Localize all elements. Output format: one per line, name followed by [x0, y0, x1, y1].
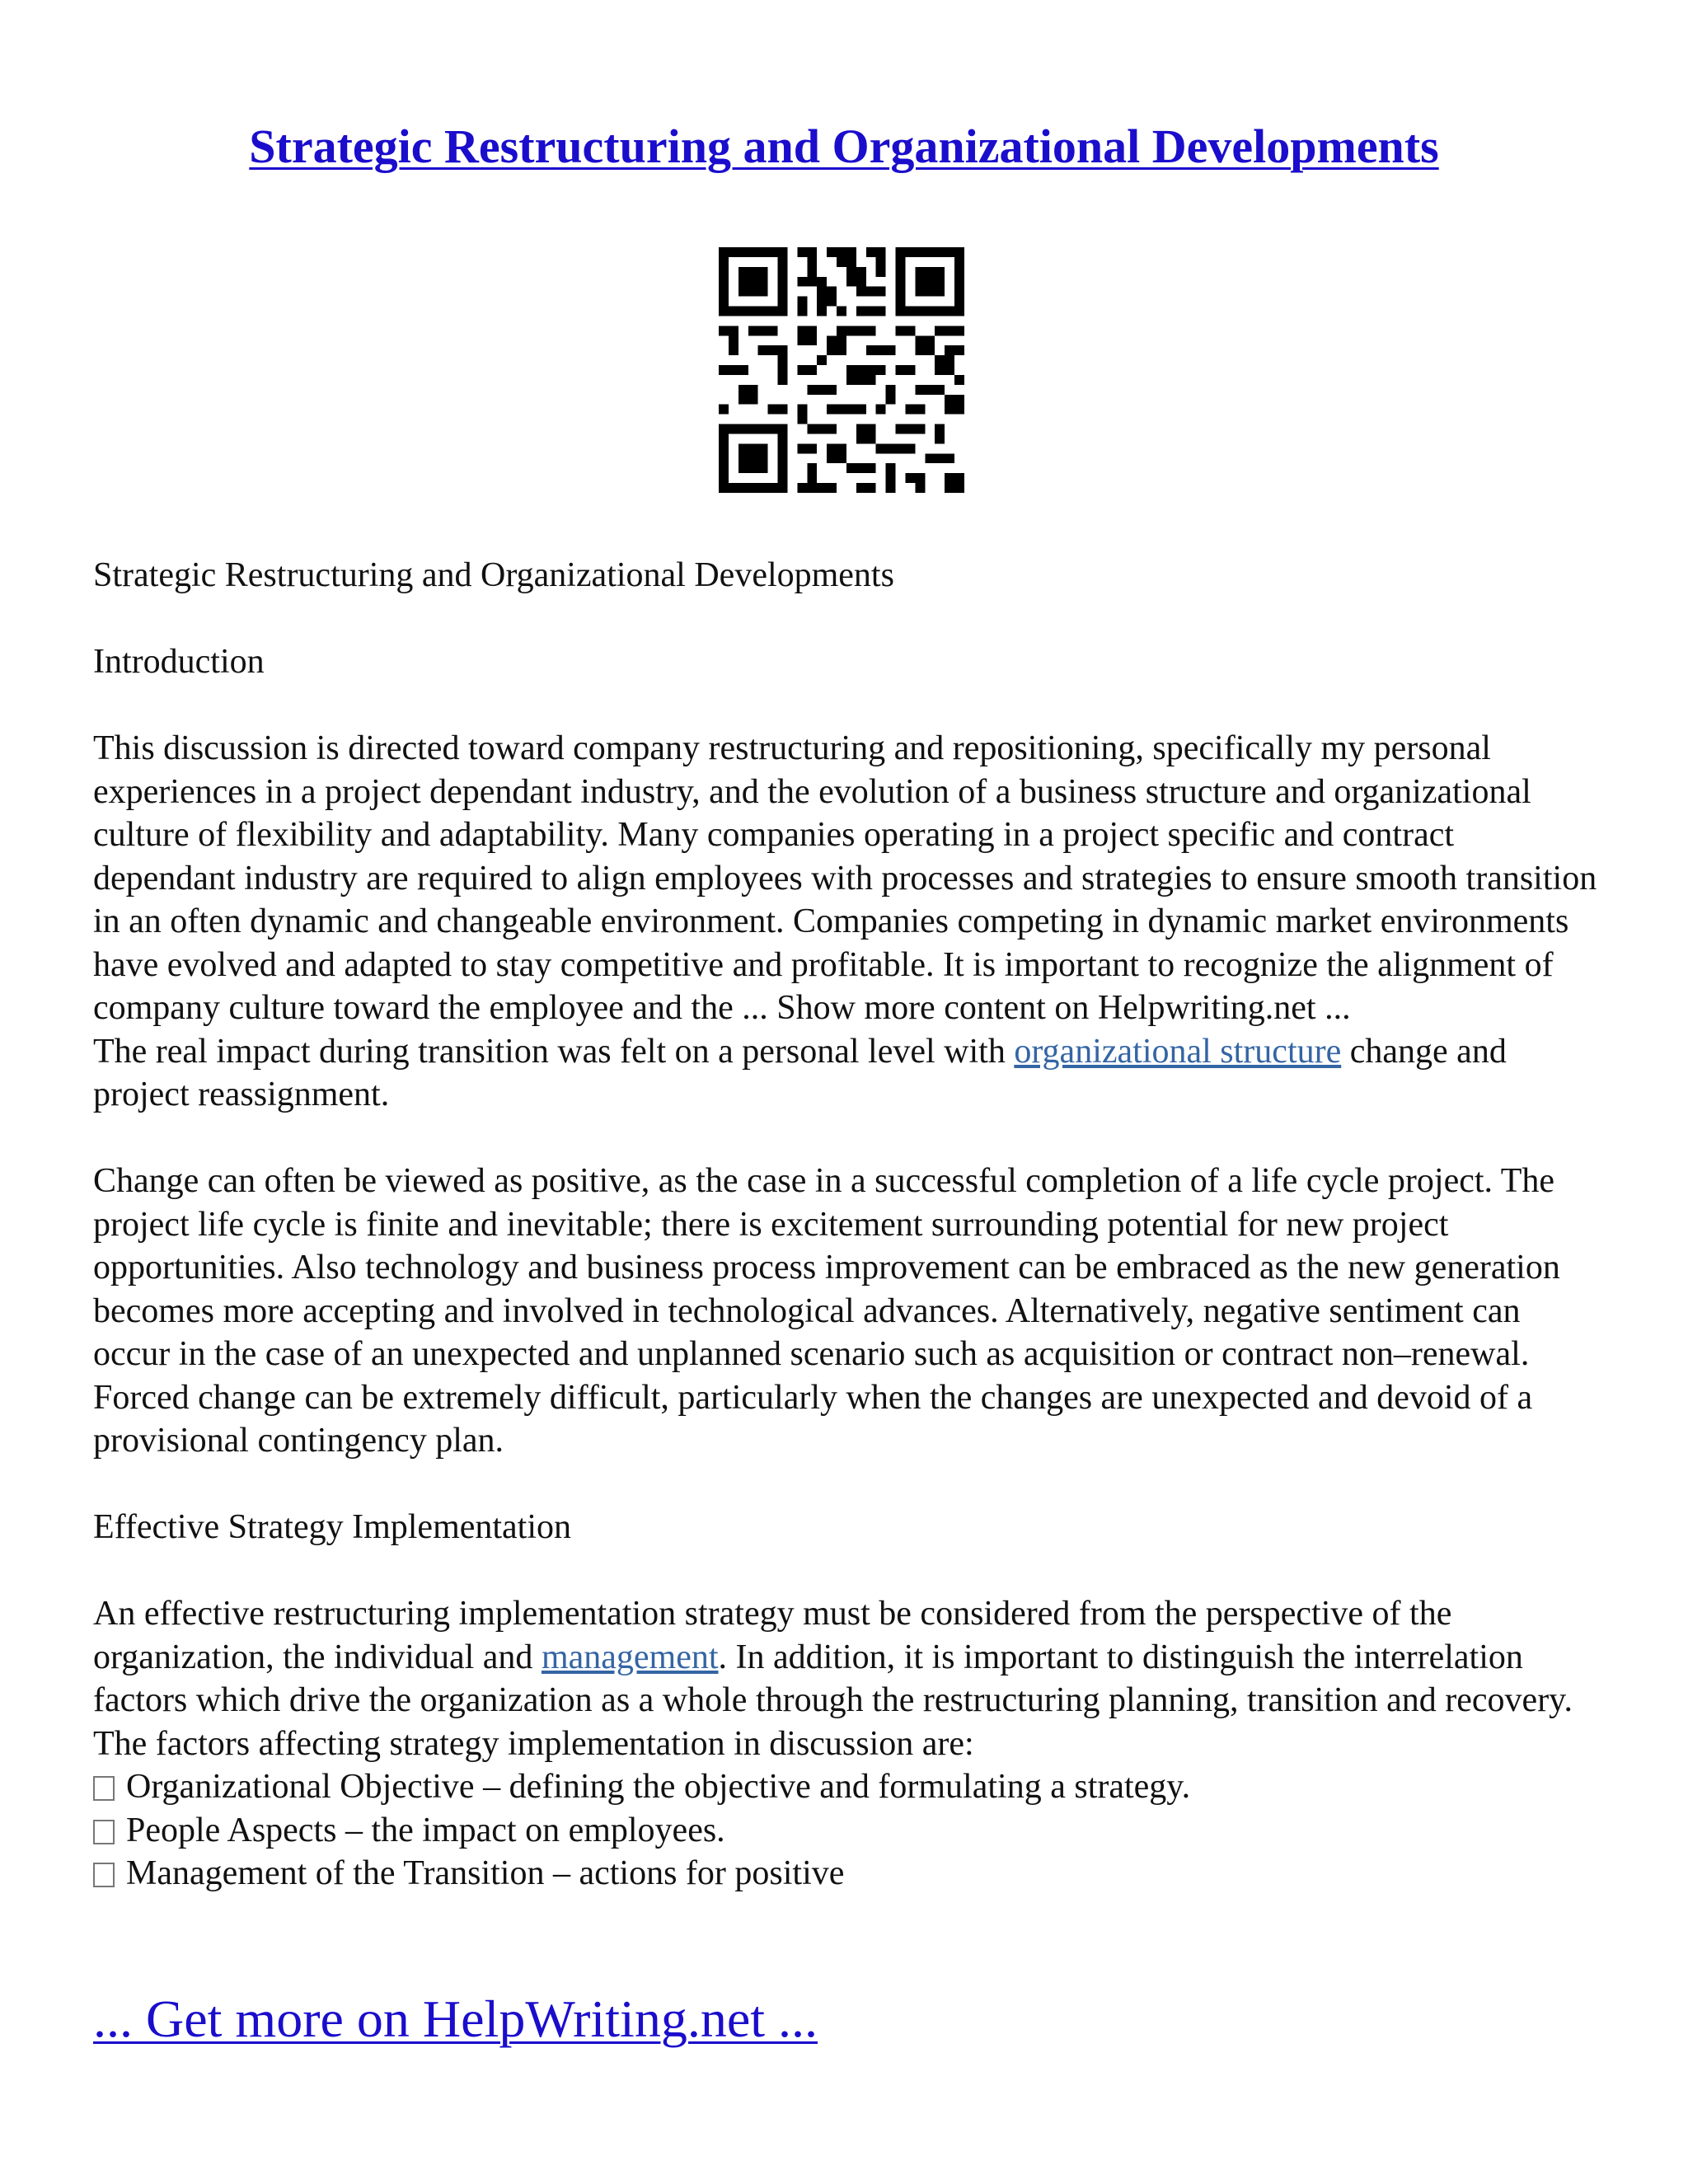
paragraph-2-text-before: The real impact during transition was felt on a personal level with: [93, 1032, 1015, 1071]
bullet-item: [93, 1765, 1601, 1809]
get-more-link[interactable]: ... Get more on HelpWriting.net ...: [93, 1990, 818, 2048]
bullet-item: [93, 1852, 1601, 1896]
paragraph-2-text-after: change and project reassignment.: [93, 1032, 1507, 1113]
title-link[interactable]: Strategic Restructuring and Organizational Developments: [249, 120, 1439, 173]
bullet-box-icon: [93, 1776, 115, 1801]
qr-code-icon: [719, 247, 964, 493]
section-heading-strategy: Effective Strategy Implementation: [93, 1508, 572, 1546]
heading-repeat: Strategic Restructuring and Organizational Developments: [93, 556, 894, 594]
paragraph-4-text-before: An effective restructuring implementation strategy must be considered from the perspective of the organization, the individual and: [93, 1595, 1452, 1676]
bullet-text: People Aspects – the impact on employees.: [126, 1811, 725, 1849]
paragraph-1: This discussion is directed toward company restructuring and repositioning, specifically my personal experiences in a project dependant industry, and the evolution of a business structure and organizational culture of flexibility and adaptability. Many companies operating in a project specific and contract dependant industry are required to align employees with processes and strategies to ensure smooth transition in an often dynamic and changeable environment. Companies competing in dynamic market environments have evolved and adapted to stay competitive and profitable. It is important to recognize the alignment of company culture toward the employee and the ... Show more content on Helpwriting.net ...: [93, 729, 1597, 1027]
section-heading-introduction: Introduction: [93, 643, 265, 681]
paragraph-4: [93, 1592, 1601, 1765]
paragraph-4-text-after: . In addition, it is important to distinguish the interrelation factors which drive the organization as a whole through the restructuring planning, transition and recovery. The factors affecting strategy implementation in discussion are:: [93, 1638, 1573, 1763]
bullet-text: Management of the Transition – actions for positive: [126, 1854, 845, 1892]
bullet-box-icon: [93, 1863, 115, 1887]
bullet-box-icon: [93, 1820, 115, 1844]
document-body: [93, 554, 1601, 1896]
organizational-structure-link[interactable]: organizational structure: [1014, 1032, 1342, 1071]
paragraph-2: [93, 1030, 1601, 1117]
bullet-text: Organizational Objective – defining the objective and formulating a strategy.: [126, 1768, 1191, 1806]
management-link[interactable]: management: [541, 1638, 719, 1676]
bullet-item: [93, 1809, 1601, 1853]
document-title: [0, 114, 1688, 180]
get-more-container: [93, 1986, 818, 2052]
paragraph-3: Change can often be viewed as positive, as the case in a successful completion of a life cycle project. The project life cycle is finite and inevitable; there is excitement surrounding potential for new project opportunities. Also technology and business process improvement can be embraced as the new generation becomes more accepting and involved in technological advances. Alternatively, negative sentiment can occur in the case of an unexpected and unplanned scenario such as acquisition or contract non–renewal. Forced change can be extremely difficult, particularly when the changes are unexpected and devoid of a provisional contingency plan.: [93, 1162, 1560, 1460]
